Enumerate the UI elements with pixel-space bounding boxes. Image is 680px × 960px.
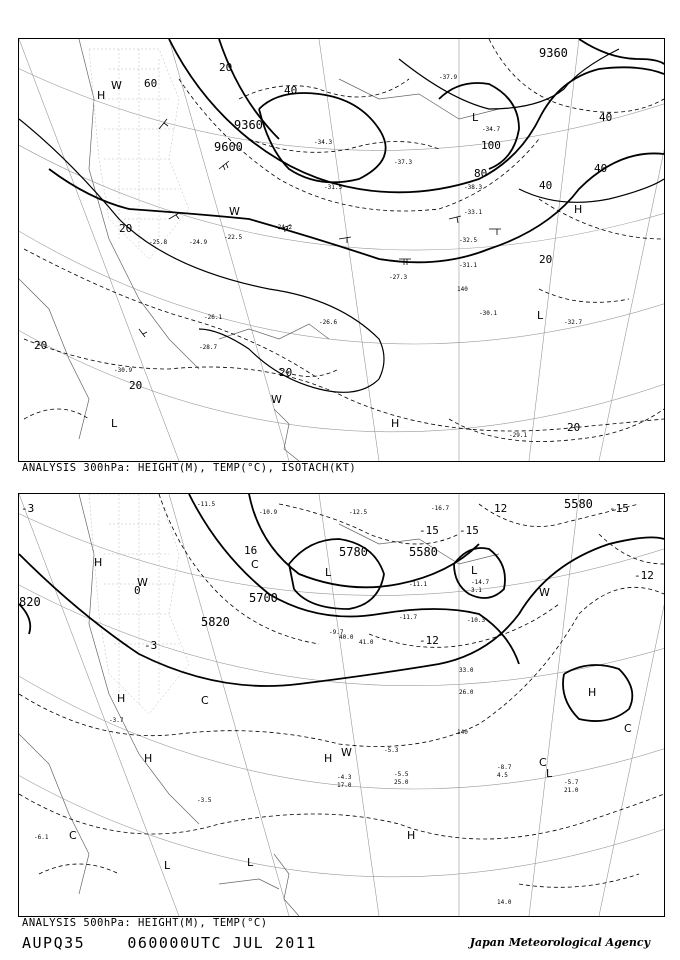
station-value: -9.7 (329, 629, 344, 636)
caption-500hpa: ANALYSIS 500hPa: HEIGHT(M), TEMP(°C) (22, 917, 268, 929)
station-value: -16.7 (431, 505, 450, 512)
station-value: -5.5 (394, 771, 409, 778)
station-temp: -25.8 (149, 239, 168, 246)
station-temp: -34.3 (314, 139, 333, 146)
isotach-label-40-b: 40 (599, 111, 613, 124)
station-temp: -34.7 (482, 126, 501, 133)
system-W-500-c: W (539, 586, 550, 599)
station-value: -5.3 (384, 747, 399, 754)
station-value: -11.5 (197, 501, 216, 508)
valid-time: 060000UTC JUL 2011 (127, 934, 317, 952)
terrain-hatch (89, 494, 189, 714)
map-500hpa-canvas (19, 494, 664, 916)
station-value: 17.0 (337, 782, 352, 789)
station-temp: -37.9 (439, 74, 458, 81)
footer-product-time (22, 934, 317, 952)
system-H-500-f: H (407, 829, 416, 842)
height-label-5580-b: 5580 (564, 497, 593, 511)
isotach-label-20-b: 20 (119, 222, 133, 235)
system-C-500-c: C (624, 722, 632, 735)
system-H-500-c: H (144, 752, 153, 765)
station-value: 41.0 (359, 639, 374, 646)
height-label-9360-b: 9360 (539, 46, 568, 60)
height-label-5820: 5820 (201, 615, 230, 629)
isotach-label-20: 20 (219, 61, 233, 74)
system-H-300-b: H (574, 203, 583, 216)
system-W-300-b: W (271, 393, 282, 406)
temp-label-j: 12 (494, 502, 508, 515)
temp-label-e: -12 (419, 634, 439, 647)
caption-300hpa: ANALYSIS 300hPa: HEIGHT(M), TEMP(°C), ISOTACH(KT) (22, 462, 357, 474)
station-temp: -33.1 (464, 209, 483, 216)
station-value: -4.3 (337, 774, 352, 781)
temp-label-k: 16 (244, 544, 258, 557)
station-value: 40.0 (339, 634, 354, 641)
isotach-label-20-g: 20 (129, 379, 143, 392)
temp-label-a: -3 (21, 502, 35, 515)
station-temp: -32.7 (564, 319, 583, 326)
station-value: -10.9 (259, 509, 278, 516)
system-L-500-d: L (247, 856, 254, 869)
station-temp: -31.1 (459, 262, 478, 269)
station-value: 21.0 (564, 787, 579, 794)
isotach-label-80: 80 (474, 167, 488, 180)
map-300hpa (18, 38, 665, 462)
station-temp: -31.5 (324, 184, 343, 191)
station-temps-300 (114, 74, 582, 439)
temp-label-c: -3 (144, 639, 158, 652)
isotach-solid (19, 49, 664, 392)
height-label-820: 820 (19, 595, 41, 609)
isotach-label-20-e: 20 (279, 366, 293, 379)
station-value: -11.1 (409, 581, 428, 588)
system-H-500-d: H (324, 752, 333, 765)
station-value: -12.5 (349, 509, 368, 516)
station-value: -10.3 (467, 617, 486, 624)
lon-label-140-top: 140 (457, 286, 468, 293)
temp-label-b: 0 (134, 584, 141, 597)
agency-name: Japan Meteorological Agency (469, 936, 650, 949)
station-temp: -32.5 (459, 237, 478, 244)
lon-label-140-bot: 140 (457, 729, 468, 736)
isotach-label-40-d: 40 (539, 179, 553, 192)
station-value: -8.7 (497, 764, 512, 771)
height-label-5580-a: 5580 (409, 545, 438, 559)
station-value: 4.5 (497, 772, 508, 779)
isotach-label-20-f: 20 (34, 339, 48, 352)
height-contours (19, 494, 664, 721)
station-value: -11.7 (399, 614, 418, 621)
system-L-300-c: L (111, 417, 118, 430)
station-temp: -29.1 (509, 432, 528, 439)
station-temp: -27.3 (389, 274, 408, 281)
station-values-500 (34, 501, 579, 906)
station-temp: -24.2 (274, 224, 293, 231)
system-L-500-b: L (471, 564, 478, 577)
station-value: -3.5 (197, 797, 212, 804)
graticule (19, 39, 664, 461)
system-H-500-b: H (117, 692, 126, 705)
system-H-300-c: H (391, 417, 400, 430)
system-L-500-e: L (546, 767, 553, 780)
system-L-300-a: L (472, 111, 479, 124)
system-C-500-d: C (539, 756, 547, 769)
station-value: -5.7 (564, 779, 579, 786)
height-label-5700: 5700 (249, 591, 278, 605)
terrain-hatch (89, 49, 189, 259)
temp-label-h: -12 (634, 569, 654, 582)
map-300hpa-canvas (19, 39, 664, 461)
temp-label-i: -15 (609, 502, 629, 515)
station-value: 14.0 (497, 899, 512, 906)
station-temp: -37.3 (394, 159, 413, 166)
system-W-500-a: W (137, 576, 148, 589)
station-value: 26.0 (459, 689, 474, 696)
system-C-500-b: C (69, 829, 77, 842)
system-L-500-c: L (164, 859, 171, 872)
system-C-500-a: C (251, 558, 259, 571)
station-value: 25.0 (394, 779, 409, 786)
height-label-9360-a: 9360 (234, 118, 263, 132)
system-L-500-a: L (325, 566, 332, 579)
system-H-500-a: H (94, 556, 103, 569)
product-code: AUPQ35 (22, 934, 86, 952)
station-temp: -24.9 (189, 239, 208, 246)
temp-label-f: -15 (419, 524, 439, 537)
station-temp: -30.1 (479, 310, 498, 317)
station-temp: -26.1 (204, 314, 223, 321)
station-temp: -22.5 (224, 234, 243, 241)
isotach-label-20-d: 20 (567, 421, 581, 434)
isotach-label-60: 60 (144, 77, 158, 90)
map-500hpa (18, 493, 665, 917)
system-W-300-c: W (111, 79, 122, 92)
system-C-500-e: C (201, 694, 209, 707)
station-temp: -38.3 (464, 184, 483, 191)
system-H-300-a: H (97, 89, 106, 102)
height-label-9600: 9600 (214, 140, 243, 154)
height-contours (49, 39, 664, 262)
isotach-label-40-c: 40 (594, 162, 608, 175)
system-H-500-e: H (588, 686, 597, 699)
station-temp: -28.7 (199, 344, 218, 351)
station-value: -14.7 (471, 579, 490, 586)
system-W-300-a: W (229, 205, 240, 218)
isotach-label-20-c: 20 (539, 253, 553, 266)
station-temp: -26.6 (319, 319, 338, 326)
isotach-label-40: 40 (284, 84, 298, 97)
station-value: -6.1 (34, 834, 49, 841)
station-value: 3.1 (471, 587, 482, 594)
system-L-300-b: L (537, 309, 544, 322)
temp-label-g: -15 (459, 524, 479, 537)
system-W-500-b: W (341, 746, 352, 759)
station-temp: -30.9 (114, 367, 133, 374)
station-value: -3.7 (109, 717, 124, 724)
wind-barbs (139, 119, 501, 337)
height-label-5780: 5780 (339, 545, 368, 559)
isotach-label-100: 100 (481, 139, 501, 152)
station-value: 33.0 (459, 667, 474, 674)
